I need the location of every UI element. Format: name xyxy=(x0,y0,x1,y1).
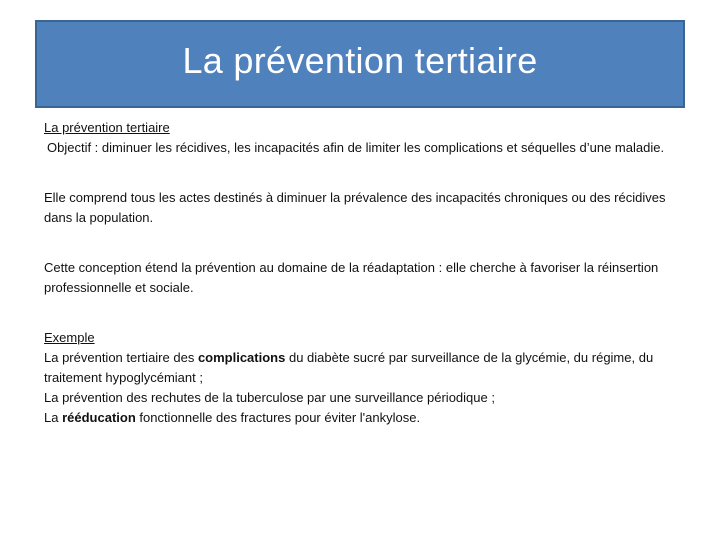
example-diabetes-post: du diabète sucré par surveillance de la glycémie, du régime, du xyxy=(285,350,654,365)
example-fractures-bold: rééducation xyxy=(62,410,136,425)
paragraph-prevalence: Elle comprend tous les actes destinés à diminuer la prévalence des incapacités chroniques ou des récidives dans la population. xyxy=(44,190,666,225)
example-diabetes-pre: La prévention tertiaire des xyxy=(44,350,198,365)
paragraph-readaptation: Cette conception étend la prévention au domaine de la réadaptation : elle cherche à favoriser la réinsertion professionnelle et sociale. xyxy=(44,260,659,295)
spacer xyxy=(44,298,684,328)
example-diabetes-continued: traitement hypoglycémiant ; xyxy=(44,370,203,385)
example-fractures-post: fonctionnelle des fractures pour éviter l'ankylose. xyxy=(135,410,421,425)
example-fractures-pre: La xyxy=(44,410,63,425)
spacer xyxy=(44,228,684,258)
example-fractures xyxy=(44,408,684,428)
objective-text: Objectif : diminuer les récidives, les incapacités afin de limiter les complications et séquelles d’une maladie. xyxy=(47,140,665,155)
example-diabetes xyxy=(44,348,684,368)
title-banner xyxy=(35,20,685,108)
example-tuberculosis: La prévention des rechutes de la tuberculose par une surveillance périodique ; xyxy=(44,390,495,405)
spacer xyxy=(44,158,684,188)
content-heading: La prévention tertiaire xyxy=(44,120,170,135)
example-diabetes-bold: complications xyxy=(197,350,286,365)
slide-content xyxy=(44,118,684,428)
slide-title: La prévention tertiaire xyxy=(182,40,538,81)
example-heading: Exemple xyxy=(44,330,95,345)
